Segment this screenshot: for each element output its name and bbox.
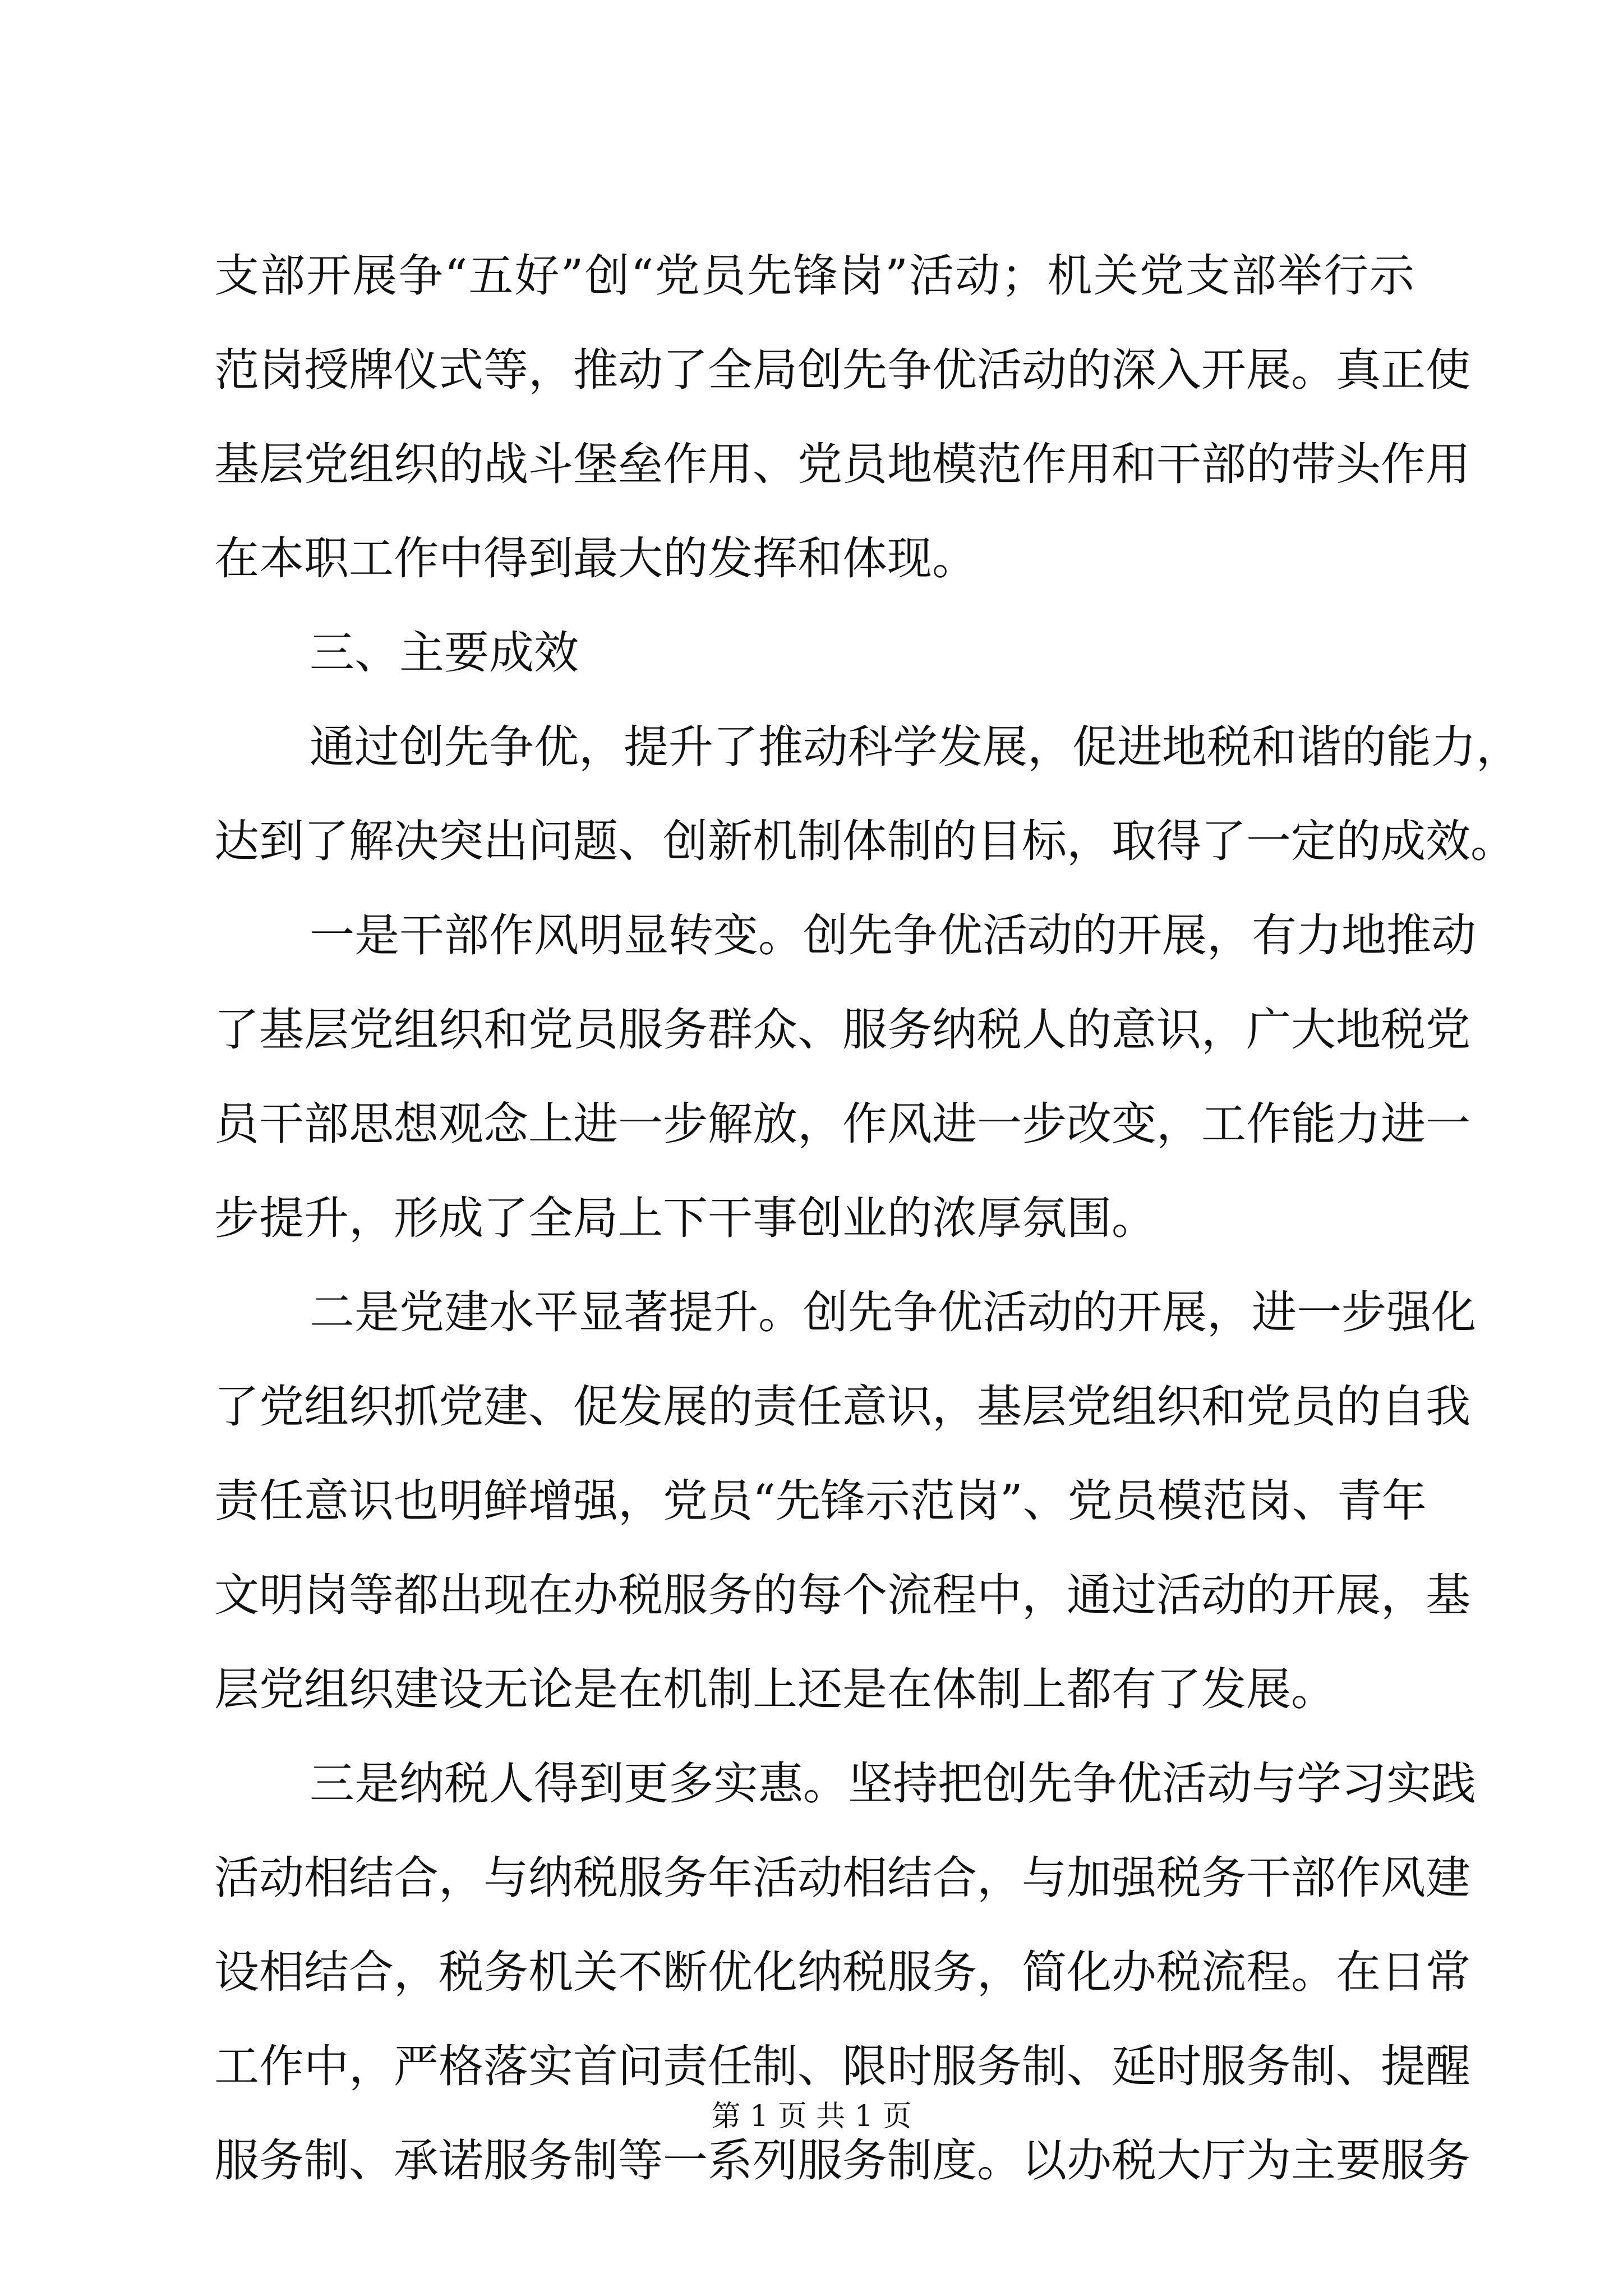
text-line: 范岗授牌仪式等，推动了全局创先争优活动的深入开展。真正使 bbox=[214, 344, 1470, 396]
text-line: 文明岗等都出现在办税服务的每个流程中，通过活动的开展，基 bbox=[214, 1569, 1470, 1621]
text-line: 二是党建水平显著提升。创先争优活动的开展，进一步强化 bbox=[310, 1286, 1476, 1338]
text-line: 通过创先争优，提升了推动科学发展，促进地税和谐的能力， bbox=[310, 721, 1521, 773]
page-footer bbox=[0, 2100, 1623, 2133]
text-line: 达到了解决突出问题、创新机制体制的目标，取得了一定的成效。 bbox=[214, 815, 1515, 867]
text-line: 责任意识也明鲜增强，党员“先锋示范岗”、党员模范岗、青年 bbox=[214, 1475, 1427, 1527]
body-text bbox=[214, 250, 1521, 2233]
text-line: 设相结合，税务机关不断优化纳税服务，简化办税流程。在日常 bbox=[214, 1946, 1470, 1998]
text-line: 支部开展争“五好”创“党员先锋岗”活动；机关党支部举行示 bbox=[214, 250, 1414, 302]
text-line: 基层党组织的战斗堡垒作用、党员地模范作用和干部的带头作用 bbox=[214, 438, 1470, 490]
text-line: 一是干部作风明显转变。创先争优活动的开展，有力地推动 bbox=[310, 909, 1476, 961]
text-line: 服务制、承诺服务制等一系列服务制度。以办税大厅为主要服务 bbox=[214, 2134, 1470, 2187]
text-line: 员干部思想观念上进一步解放，作风进一步改变，工作能力进一 bbox=[214, 1098, 1470, 1150]
text-line: 活动相结合，与纳税服务年活动相结合，与加强税务干部作风建 bbox=[214, 1852, 1470, 1904]
text-line: 工作中，严格落实首问责任制、限时服务制、延时服务制、提醒 bbox=[214, 2040, 1470, 2092]
text-line: 在本职工作中得到最大的发挥和体现。 bbox=[214, 532, 977, 585]
text-line: 三是纳税人得到更多实惠。坚持把创先争优活动与学习实践 bbox=[310, 1757, 1476, 1810]
text-line: 步提升，形成了全局上下干事创业的浓厚氛围。 bbox=[214, 1192, 1156, 1244]
section-heading: 三、主要成效 bbox=[310, 627, 579, 679]
text-line: 层党组织建设无论是在机制上还是在体制上都有了发展。 bbox=[214, 1663, 1336, 1715]
text-line: 了基层党组织和党员服务群众、服务纳税人的意识，广大地税党 bbox=[214, 1004, 1470, 1056]
page-number: 第 1 页 共 1 页 bbox=[711, 2100, 912, 2133]
text-line: 了党组织抓党建、促发展的责任意识，基层党组织和党员的自我 bbox=[214, 1381, 1470, 1433]
